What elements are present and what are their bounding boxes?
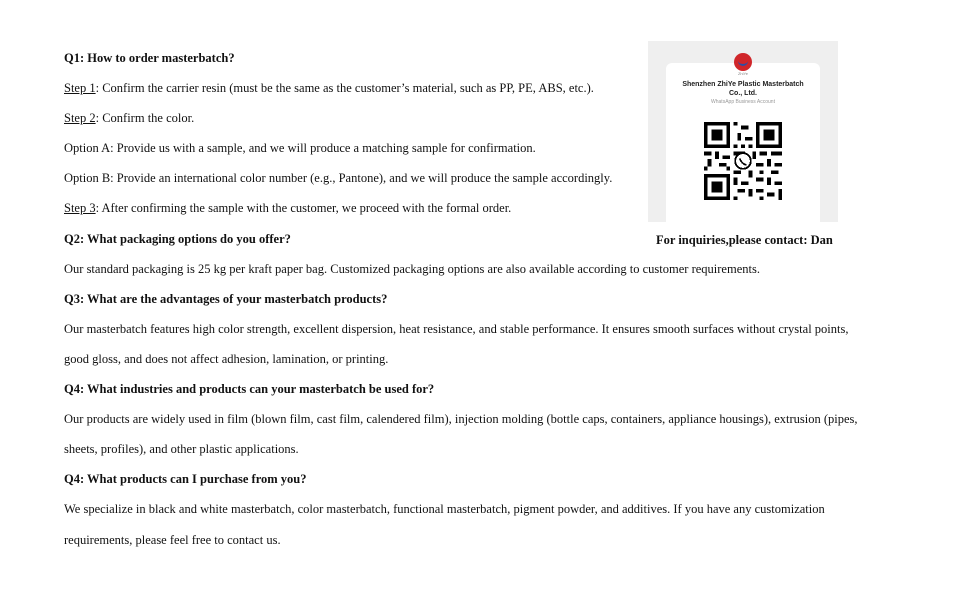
whatsapp-qr-icon[interactable] <box>704 122 782 200</box>
q1-option-b: Option B: Provide an international color number (e.g., Pantone), and we will produce the sample accordingly. <box>64 171 613 185</box>
step1-text: : Confirm the carrier resin (must be the same as the customer’s material, such as PP, PE, ABS, etc.). <box>95 81 594 95</box>
q4a-title: Q4: What industries and products can your masterbatch be used for? <box>64 382 435 396</box>
q4a-answer-line2: sheets, profiles), and other plastic applications. <box>64 442 299 456</box>
q2-title: Q2: What packaging options do you offer? <box>64 232 291 246</box>
q3-answer-line2: good gloss, and does not affect adhesion, lamination, or printing. <box>64 352 389 366</box>
step3-text: : After confirming the sample with the customer, we proceed with the formal order. <box>95 201 512 215</box>
contact-qr-card <box>648 41 838 222</box>
q3-title: Q3: What are the advantages of your masterbatch products? <box>64 292 388 306</box>
step1-label: Step 1 <box>64 81 96 95</box>
q1-step3 <box>64 201 511 216</box>
q1-option-a: Option A: Provide us with a sample, and we will produce a matching sample for confirmation. <box>64 141 536 155</box>
logo-text: ZhiYe <box>737 71 749 76</box>
q2-answer: Our standard packaging is 25 kg per kraft paper bag. Customized packaging options are also available according to customer requirements. <box>64 262 760 276</box>
step2-text: : Confirm the color. <box>95 111 195 125</box>
account-type: WhatsApp Business Account <box>711 99 775 105</box>
q4a-answer-line1: Our products are widely used in film (blown film, cast film, calendered film), injection molding (bottle caps, containers, appliance housings), extrusion (pipes, <box>64 412 858 426</box>
q4b-title: Q4: What products can I purchase from you? <box>64 472 307 486</box>
company-name-line2: Co., Ltd. <box>729 90 757 97</box>
q1-step2 <box>64 111 194 126</box>
q1-title: Q1: How to order masterbatch? <box>64 51 235 65</box>
step3-label: Step 3 <box>64 201 96 215</box>
q4b-answer-line1: We specialize in black and white masterbatch, color masterbatch, functional masterbatch, pigment powder, and additives. If you have any customization <box>64 502 825 516</box>
q4b-answer-line2: requirements, please feel free to contact us. <box>64 533 281 547</box>
step2-label: Step 2 <box>64 111 96 125</box>
company-name <box>648 80 838 98</box>
company-name-line1: Shenzhen ZhiYe Plastic Masterbatch <box>682 81 804 88</box>
q3-answer-line1: Our masterbatch features high color strength, excellent dispersion, heat resistance, and stable performance. It ensures smooth surfaces without crystal points, <box>64 322 849 336</box>
q1-step1 <box>64 81 594 96</box>
company-logo-icon <box>734 53 752 71</box>
contact-caption: For inquiries,please contact: Dan <box>656 233 833 247</box>
